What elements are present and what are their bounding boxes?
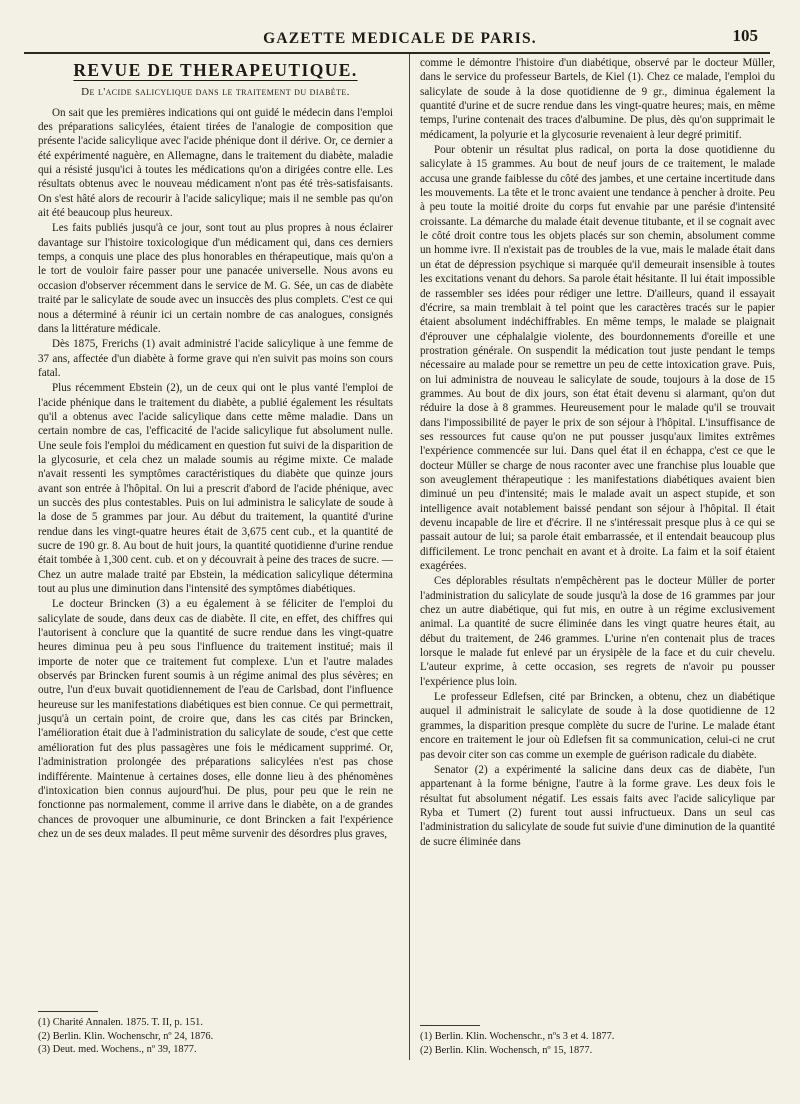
header-rule bbox=[24, 52, 770, 54]
journal-title: GAZETTE MEDICALE DE PARIS. bbox=[263, 30, 537, 47]
paragraph: Plus récemment Ebstein (2), un de ceux qui ont le plus vanté l'emploi de l'acide phénique dans le traitement du diabète, a publié également les résultats qu'il a obtenus avec l'acide salicylique dans cette même maladie. Dans un certain nombre de cas, l'efficacité de l'acide salicylique fut absolument nulle. Une seule fois l'emploi du médicament en question fut suivi de la disparition de la glycosurie, et cela chez un malade soumis au régime mixte. Ce malade n'avait ressenti les symptômes caractéristiques du diabète que quinze jours avant son entrée à l'hôpital. On lui a prescrit d'abord de l'acide phénique, avec un succès des plus contestables. Puis on lui administra le salicylate de soude à la dose de 5 grammes par jour. Au début du traitement, la quantité d'urine rendue dans les vingt-quatre heures était de 3,675 cent cub., et la quantité de sucre de 190 gr. 8. Au bout de huit jours, la quantité quotidienne d'urine rendue était tombée à 1,300 cent. cub. et on y découvrait à peine des traces de sucre. — Chez un autre malade traité par Ebstein, la médication salicylique détermina tout au plus une diminution dans l'intensité des symptômes diabétiques. bbox=[38, 382, 393, 596]
paragraph: Dès 1875, Frerichs (1) avait administré l'acide salicylique à une femme de 37 ans, affectée d'un diabète à forme grave qui n'en suivit pas moins son cours fatal. bbox=[38, 338, 393, 379]
column-divider bbox=[409, 54, 410, 1060]
footnote: (3) Deut. med. Wochens., nº 39, 1877. bbox=[38, 1044, 197, 1055]
paragraph: Senator (2) a expérimenté la salicine dans deux cas de diabète, l'un appartenant à la forme bénigne, l'autre à la forme grave. Les deux fois le résultat fut absolument négatif. Les essais faits avec l'acide salicylique par Ryba et Tumert (2) furent tout aussi infructueux. Dans un seul cas l'administration du salicylate de soude fut suivie d'une diminution de la quantité de sucre éliminée dans bbox=[420, 763, 775, 848]
paragraph: On sait que les premières indications qui ont guidé le médecin dans l'emploi des préparations salicylées, étaient tirées de l'analogie de composition que présente l'acide salicylique avec l'acide phénique dont il dérive. Or, ce dernier a été expérimenté naguère, en Allemagne, dans le traitement du diabète, maladie qui a résisté jusqu'ici à toutes les médications qu'on a dirigées contre elle. Les résultats obtenus avec le nouveau médicament n'ont pas été très-satisfaisants. On s'est hâté alors de recourir à l'acide salicylique; mais il ne semble pas qu'on ait été beaucoup plus heureux. bbox=[38, 106, 393, 220]
section-heading: REVUE DE THERAPEUTIQUE. bbox=[73, 60, 358, 80]
footnotes-left bbox=[38, 1011, 393, 1057]
paragraph: Le docteur Brincken (3) a eu également à se féliciter de l'emploi du salicylate de soude, dans deux cas de diabète. Il cite, en effet, des chiffres qui l'autorisent à conclure que la quantité de sucre rendue dans les vingt-quatre heures diminua peu à peu sous l'influence du traitement institué; mais il importe de noter que ce traitement fut complexe. L'un et l'autre malades observés par Brincken furent soumis à un régime animal des plus sévères; en outre, l'un d'eux buvait quotidiennement de l'eau de Carlsbad, dont l'influence heureuse sur les manifestations diabétiques est bien connue. Ce qui permettrait, jusqu'à un certain point, de croire que, dans les cas cités par Brincken, l'amélioration était due à l'administration du salicylate de soude, c'est que cette amélioration fut des plus passagères une fois le médicament supprimé. Or, l'administration prolongée des préparations salicylées n'est pas chose indifférente. Maintenue à certaines doses, elle donne lieu à des phénomènes d'intoxication bien connus aujourd'hui. De plus, pour peu que le rein ne fonctionne pas normalement, comme il arrive dans le diabète, on a de grandes chances de provoquer une albuminurie, ce dont Brincken a fait l'expérience chez un de ses deux malades. Il peut même survenir des désordres plus graves, bbox=[38, 598, 393, 840]
footnote: (1) Charité Annalen. 1875. T. II, p. 151. bbox=[38, 1017, 203, 1028]
article-title: De l'acide salicylique dans le traitement du diabète. bbox=[81, 86, 350, 99]
footnote-rule bbox=[38, 1011, 98, 1012]
page-header bbox=[30, 20, 770, 48]
paragraph: comme le démontre l'histoire d'un diabétique, observé par le docteur Müller, dans le service du professeur Bartels, de Kiel (1). Chez ce malade, l'emploi du salicylate de soude à la dose quotidienne de 9 gr., diminua également la quantité d'urine et de sucre rendue dans les vingt-quatre heures; mais, en même temps, l'urine contenait des traces d'albumine. De plus, dès qu'on supprimait le médicament, la polyurie et la glycosurie revenaient à leur degré primitif. bbox=[420, 57, 775, 141]
paragraph: Ces déplorables résultats n'empêchèrent pas le docteur Müller de porter l'administration du salicylate de soude jusqu'à la dose de 16 grammes par jour chez un autre diabétique, qui fut mis, en outre à un régime exclusivement animal. La quantité de sucre éliminée dans les vingt quatre heures était, au début du traitement, de 246 grammes. L'urine n'en contenait plus de traces lorsque le malade fut enlevé par un érysipèle de la face et du cuir chevelu. L'auteur exprime, à cette occasion, ses regrets de n'avoir pu pousser l'expérience plus loin. bbox=[420, 575, 775, 688]
paragraph: Les faits publiés jusqu'à ce jour, sont tout au plus propres à nous éclairer davantage sur l'histoire toxicologique d'un médicament qui, dans ces derniers temps, a conquis une place des plus honorables en thérapeutique, mais qu'on a le tort de vouloir faire passer pour une panacée universelle. Nous avons eu occasion d'observer récemment dans le service de M. G. Sée, un cas de diabète traité par le salicylate de soude avec un insuccès des plus complets. C'est ce qui nous a déterminé à réunir ici un certain nombre de cas analogues, consignés dans la littérature médicale. bbox=[38, 222, 393, 335]
footnote: (1) Berlin. Klin. Wochenschr., nºs 3 et 4. 1877. bbox=[420, 1031, 615, 1042]
footnote-rule bbox=[420, 1025, 480, 1026]
paragraph: Le professeur Edlefsen, cité par Brincken, a obtenu, chez un diabétique auquel il administrait le salicylate de soude à la dose quotidienne de 12 grammes, la disparition presque complète du sucre de l'urine. Le malade étant encore en traitement le jour où Edlefsen fit sa communication, celui-ci ne crut pas devoir citer son cas comme un exemple de guérison radicale du diabète. bbox=[420, 691, 775, 761]
right-column bbox=[420, 56, 775, 850]
footnote: (2) Berlin. Klin. Wochensch, nº 15, 1877. bbox=[420, 1044, 593, 1056]
page-number: 105 bbox=[732, 26, 758, 45]
left-column bbox=[38, 56, 393, 842]
footnotes-right bbox=[420, 1025, 775, 1057]
paragraph: Pour obtenir un résultat plus radical, on porta la dose quotidienne du salicylate à 15 grammes. Au bout de neuf jours de ce traitement, le malade accusa une grande faiblesse du côté des jambes, et une certaine incertitude dans les mouvements. La tête et le tronc avaient une tendance à pencher à droite. Peu à peu toute la moitié droite du corps fut envahie par une parésie d'intensité croissante. La démarche du malade était devenue titubante, et il se cognait avec le côté droit contre tous les objets placés sur son chemin, absolument comme un homme ivre. Il n'existait pas de troubles de la vue, mais le malade était dans un état de dépression psychique si marquée qu'il demeurait insensible à toutes les excitations venant du dehors. Sa parole était hésitante. Il lui était impossible de rassembler ses idées pour rédiger une lettre. D'ailleurs, quand il essayait d'écrire, sa main tremblait à tel point que les caractères tracés sur le papier étaient absolument indéchiffrables. En même temps, le malade se plaignait d'éprouver une céphalalgie violente, des bourdonnements d'oreille et une prostration générale. On suspendit la médication tout juste pendant le temps nécessaire au malade pour se remettre un peu de cette intoxication grave. Puis, on lui administra de nouveau le salicylate de soude, toujours à la dose de 15 grammes. Au bout de dix jours, son état était devenu si alarmant, qu'on dut réduire la dose à 8 grammes. Heureusement pour le malade qu'il se trouvait dans l'impossibilité de payer le prix de son séjour à l'hôpital. L'insuffisance de ses ressources fut cause qu'on ne put pousser jusqu'aux limites extrêmes l'expérience commencée sur lui. Dans quel état il en échappa, c'est ce que le docteur Müller se charge de nous raconter avec une franchise plus louable que son aveuglement thérapeutique : les manifestations diabétiques avaient bien diminué un peu d'intensité; mais le malade avait un aspect stupide, et son intelligence avait notablement baissé pendant son séjour à l'hôpital. Il était devenu incapable de lire et d'écrire. Il ne s'intéressait presque plus à ce qui se passait autour de lui; sa parole était embarrassée, et il entendait beaucoup plus difficilement. Le tronc penchait en avant et à droite. La faim et la soif étaient exagérées. bbox=[420, 144, 775, 573]
footnote: (2) Berlin. Klin. Wochenschr, nº 24, 1876. bbox=[38, 1030, 214, 1042]
